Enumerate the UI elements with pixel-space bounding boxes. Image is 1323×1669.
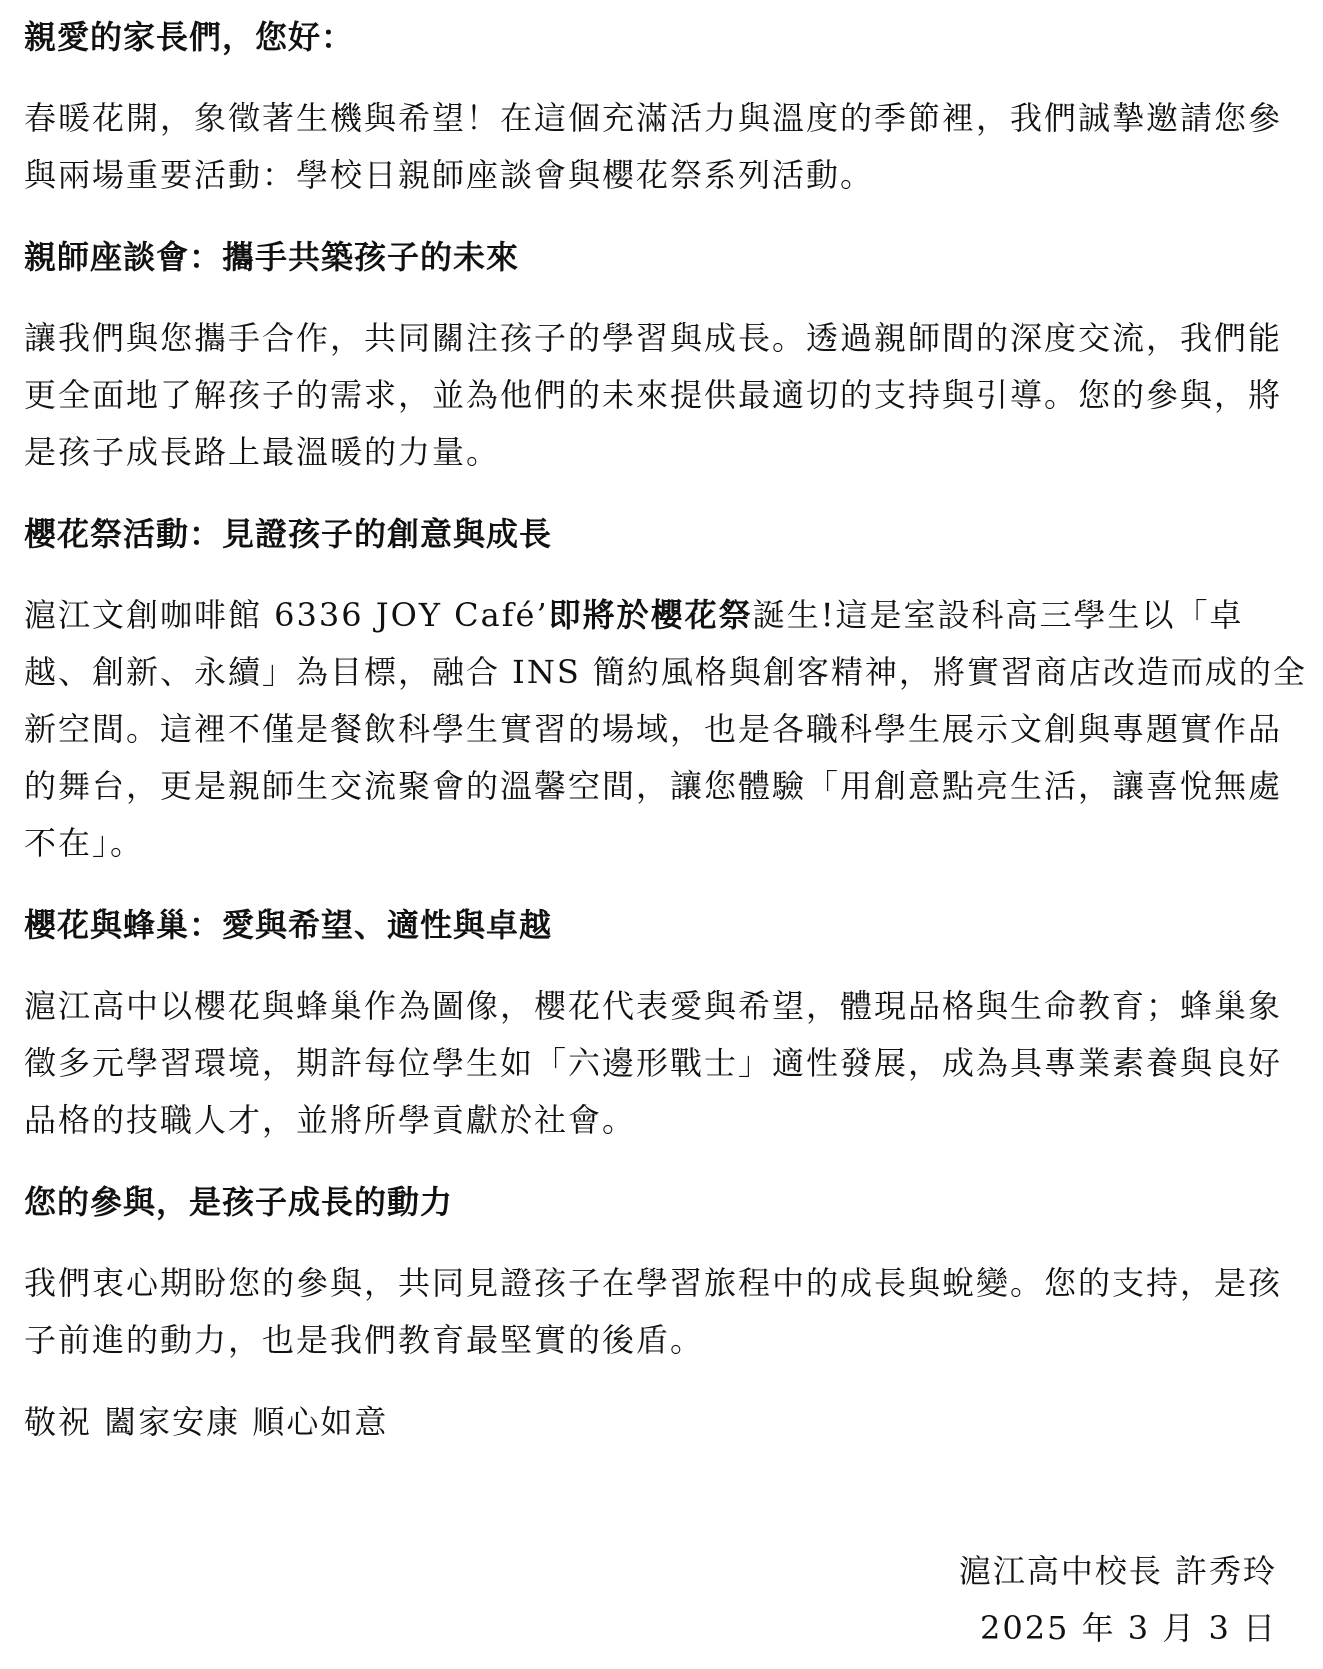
signature-block	[959, 1543, 1277, 1657]
signature-date: 2025 年 3 月 3 日	[979, 1609, 1277, 1647]
letter-body	[24, 14, 1309, 1445]
section-body-participation: 我們衷心期盼您的參與，共同見證孩子在學習旅程中的成長與蛻變。您的支持，是孩子前進的動力，也是我們教育最堅實的後盾。	[24, 1264, 1283, 1359]
section-heading-parent-teacher: 親師座談會：攜手共築孩子的未來	[24, 238, 520, 276]
section-body-parent-teacher: 讓我們與您攜手合作，共同關注孩子的學習與成長。透過親師間的深度交流，我們能更全面地了解孩子的需求，並為他們的未來提供最適切的支持與引導。您的參與，將是孩子成長路上最溫暖的力量。	[24, 319, 1283, 471]
cafe-intro-text: 滬江文創咖啡館 6336 JOY Café’	[24, 596, 549, 634]
section-heading-sakura-honeycomb: 櫻花與蜂巢：愛與希望、適性與卓越	[24, 906, 553, 944]
greeting: 親愛的家長們，您好：	[24, 18, 355, 56]
signature-name: 滬江高中校長 許秀玲	[958, 1552, 1277, 1590]
section-body-sakura-honeycomb: 滬江高中以櫻花與蜂巢作為圖像，櫻花代表愛與希望，體現品格與生命教育；蜂巢象徵多元學習環境，期許每位學生如「六邊形戰士」適性發展，成為具專業素養與良好品格的技職人才，並將所學貢獻於社會。	[24, 987, 1283, 1139]
section-body-cherry-festival	[24, 587, 1309, 872]
section-heading-cherry-festival: 櫻花祭活動：見證孩子的創意與成長	[24, 515, 553, 553]
closing-salutation: 敬祝 闔家安康 順心如意	[24, 1403, 389, 1441]
section-heading-participation: 您的參與，是孩子成長的動力	[24, 1183, 454, 1221]
cafe-bold-text: 即將於櫻花祭	[548, 596, 753, 634]
intro-paragraph: 春暖花開，象徵著生機與希望！在這個充滿活力與溫度的季節裡，我們誠摯邀請您參與兩場重要活動：學校日親師座談會與櫻花祭系列活動。	[24, 99, 1283, 194]
cafe-rest-text: 誕生!這是室設科高三學生以「卓越、創新、永續」為目標，融合 INS 簡約風格與創客精神，將實習商店改造而成的全新空間。這裡不僅是餐飲科學生實習的場域，也是各職科學生展示文創與專題實作品的舞台，更是親師生交流聚會的溫馨空間，讓您體驗「用創意點亮生活，讓喜悅無處不在」。	[24, 596, 1307, 862]
